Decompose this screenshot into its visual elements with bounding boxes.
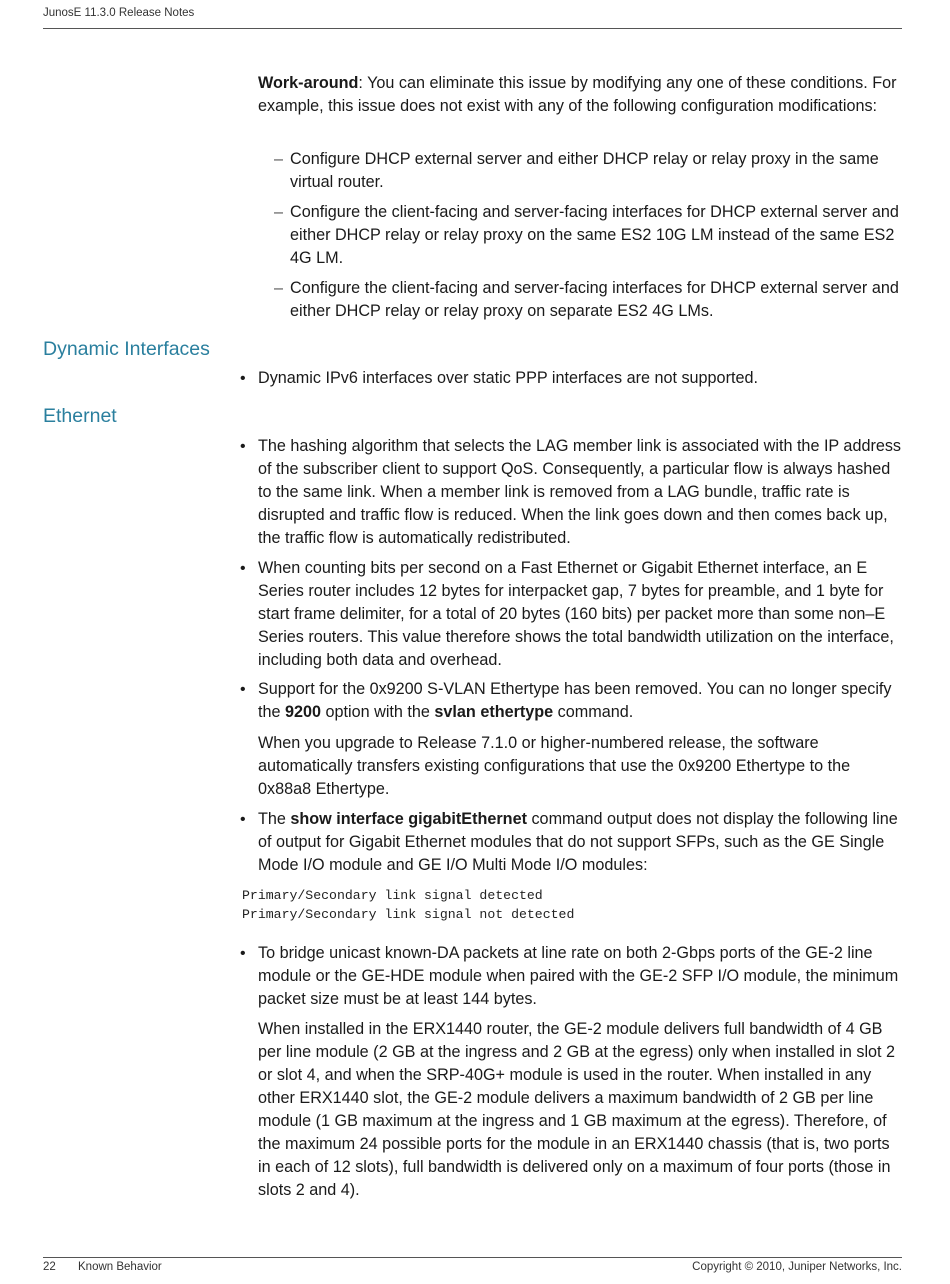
list-item: When counting bits per second on a Fast Ethernet or Gigabit Ethernet interface, an E Series router includes 12 bytes for interpacket gap, 7 bytes for preamble, and 1 byte for start frame delimiter, for a total of 20 bytes (160 bits) per packet more than some non–E Series routers. This value therefore shows the total bandwidth utilization on the interface, including both data and overhead. bbox=[258, 559, 894, 669]
workaround-label: Work-around bbox=[258, 74, 359, 92]
list-item: The hashing algorithm that selects the LAG member link is associated with the IP address of the subscriber client to support QoS. Consequently, a particular flow is always hashed to the same link. When a member link is removed from a LAG bundle, traffic rate is disrupted and traffic flow is reduced. When the link goes down and then comes back up, the traffic flow is automatically redistributed. bbox=[258, 437, 902, 547]
page-header bbox=[43, 7, 902, 29]
bullet-icon: • bbox=[240, 811, 246, 828]
bullet-icon: • bbox=[240, 438, 246, 455]
section-heading-dynamic-interfaces: Dynamic Interfaces bbox=[43, 338, 210, 360]
item-paragraph: When you upgrade to Release 7.1.0 or higher-numbered release, the software automatically transfers existing configurations that use the 0x9200 Ethertype to the 0x88a8 Ethertype. bbox=[258, 734, 851, 798]
list-item: Dynamic IPv6 interfaces over static PPP interfaces are not supported. bbox=[258, 369, 758, 387]
bullet-icon: • bbox=[240, 945, 246, 962]
item-paragraph: When installed in the ERX1440 router, the GE-2 module delivers full bandwidth of 4 GB per line module (2 GB at the ingress and 2 GB at the egress) only when installed in slot 2 or slot 4, and when the SRP-40G+ module is used in the router. When installed in any other ERX1440 slot, the GE-2 module delivers a maximum bandwidth of 2 GB per line module (1 GB maximum at the ingress and 1 GB maximum at the egress). Therefore, of the maximum 24 possible ports for the module in an ERX1440 chassis (that is, two ports in each of 12 slots), full bandwidth is delivered only on a maximum of four ports (those in slots 2 and 4). bbox=[258, 1020, 896, 1199]
bullet-icon: • bbox=[240, 560, 246, 577]
dash-icon: – bbox=[274, 203, 284, 221]
bullet-icon: • bbox=[240, 370, 246, 387]
list-item: The show interface gigabitEthernet command output does not display the following line of output for Gigabit Ethernet modules that do not support SFPs, such as the GE Single Mode I/O module and GE I/O Multi Mode I/O modules: bbox=[258, 810, 898, 874]
dash-icon: – bbox=[274, 279, 284, 297]
workaround-paragraph bbox=[258, 72, 902, 118]
section-heading-ethernet: Ethernet bbox=[43, 405, 117, 427]
code-line: Primary/Secondary link signal not detected bbox=[242, 907, 575, 922]
header-title: JunosE 11.3.0 Release Notes bbox=[43, 7, 195, 19]
workaround-text: : You can eliminate this issue by modifying any one of these conditions. For example, this issue does not exist with any of the following configuration modifications: bbox=[258, 74, 897, 115]
command-keyword: show interface gigabitEthernet bbox=[290, 810, 527, 828]
page-footer bbox=[43, 1257, 902, 1273]
footer-section: Known Behavior bbox=[78, 1261, 162, 1273]
list-item: Support for the 0x9200 S-VLAN Ethertype has been removed. You can no longer specify the 9200 option with the svlan ethertype command. bbox=[258, 680, 892, 721]
code-line: Primary/Secondary link signal detected bbox=[242, 888, 543, 903]
command-keyword: svlan ethertype bbox=[434, 703, 554, 721]
command-keyword: 9200 bbox=[285, 703, 322, 721]
page-number: 22 bbox=[43, 1261, 56, 1273]
list-item: To bridge unicast known-DA packets at line rate on both 2-Gbps ports of the GE-2 line module or the GE-HDE module when paired with the GE-2 SFP I/O module, the minimum packet size must be at least 144 bytes. bbox=[258, 944, 899, 1008]
dash-icon: – bbox=[274, 150, 284, 168]
footer-copyright: Copyright © 2010, Juniper Networks, Inc. bbox=[692, 1261, 902, 1273]
bullet-icon: • bbox=[240, 681, 246, 698]
